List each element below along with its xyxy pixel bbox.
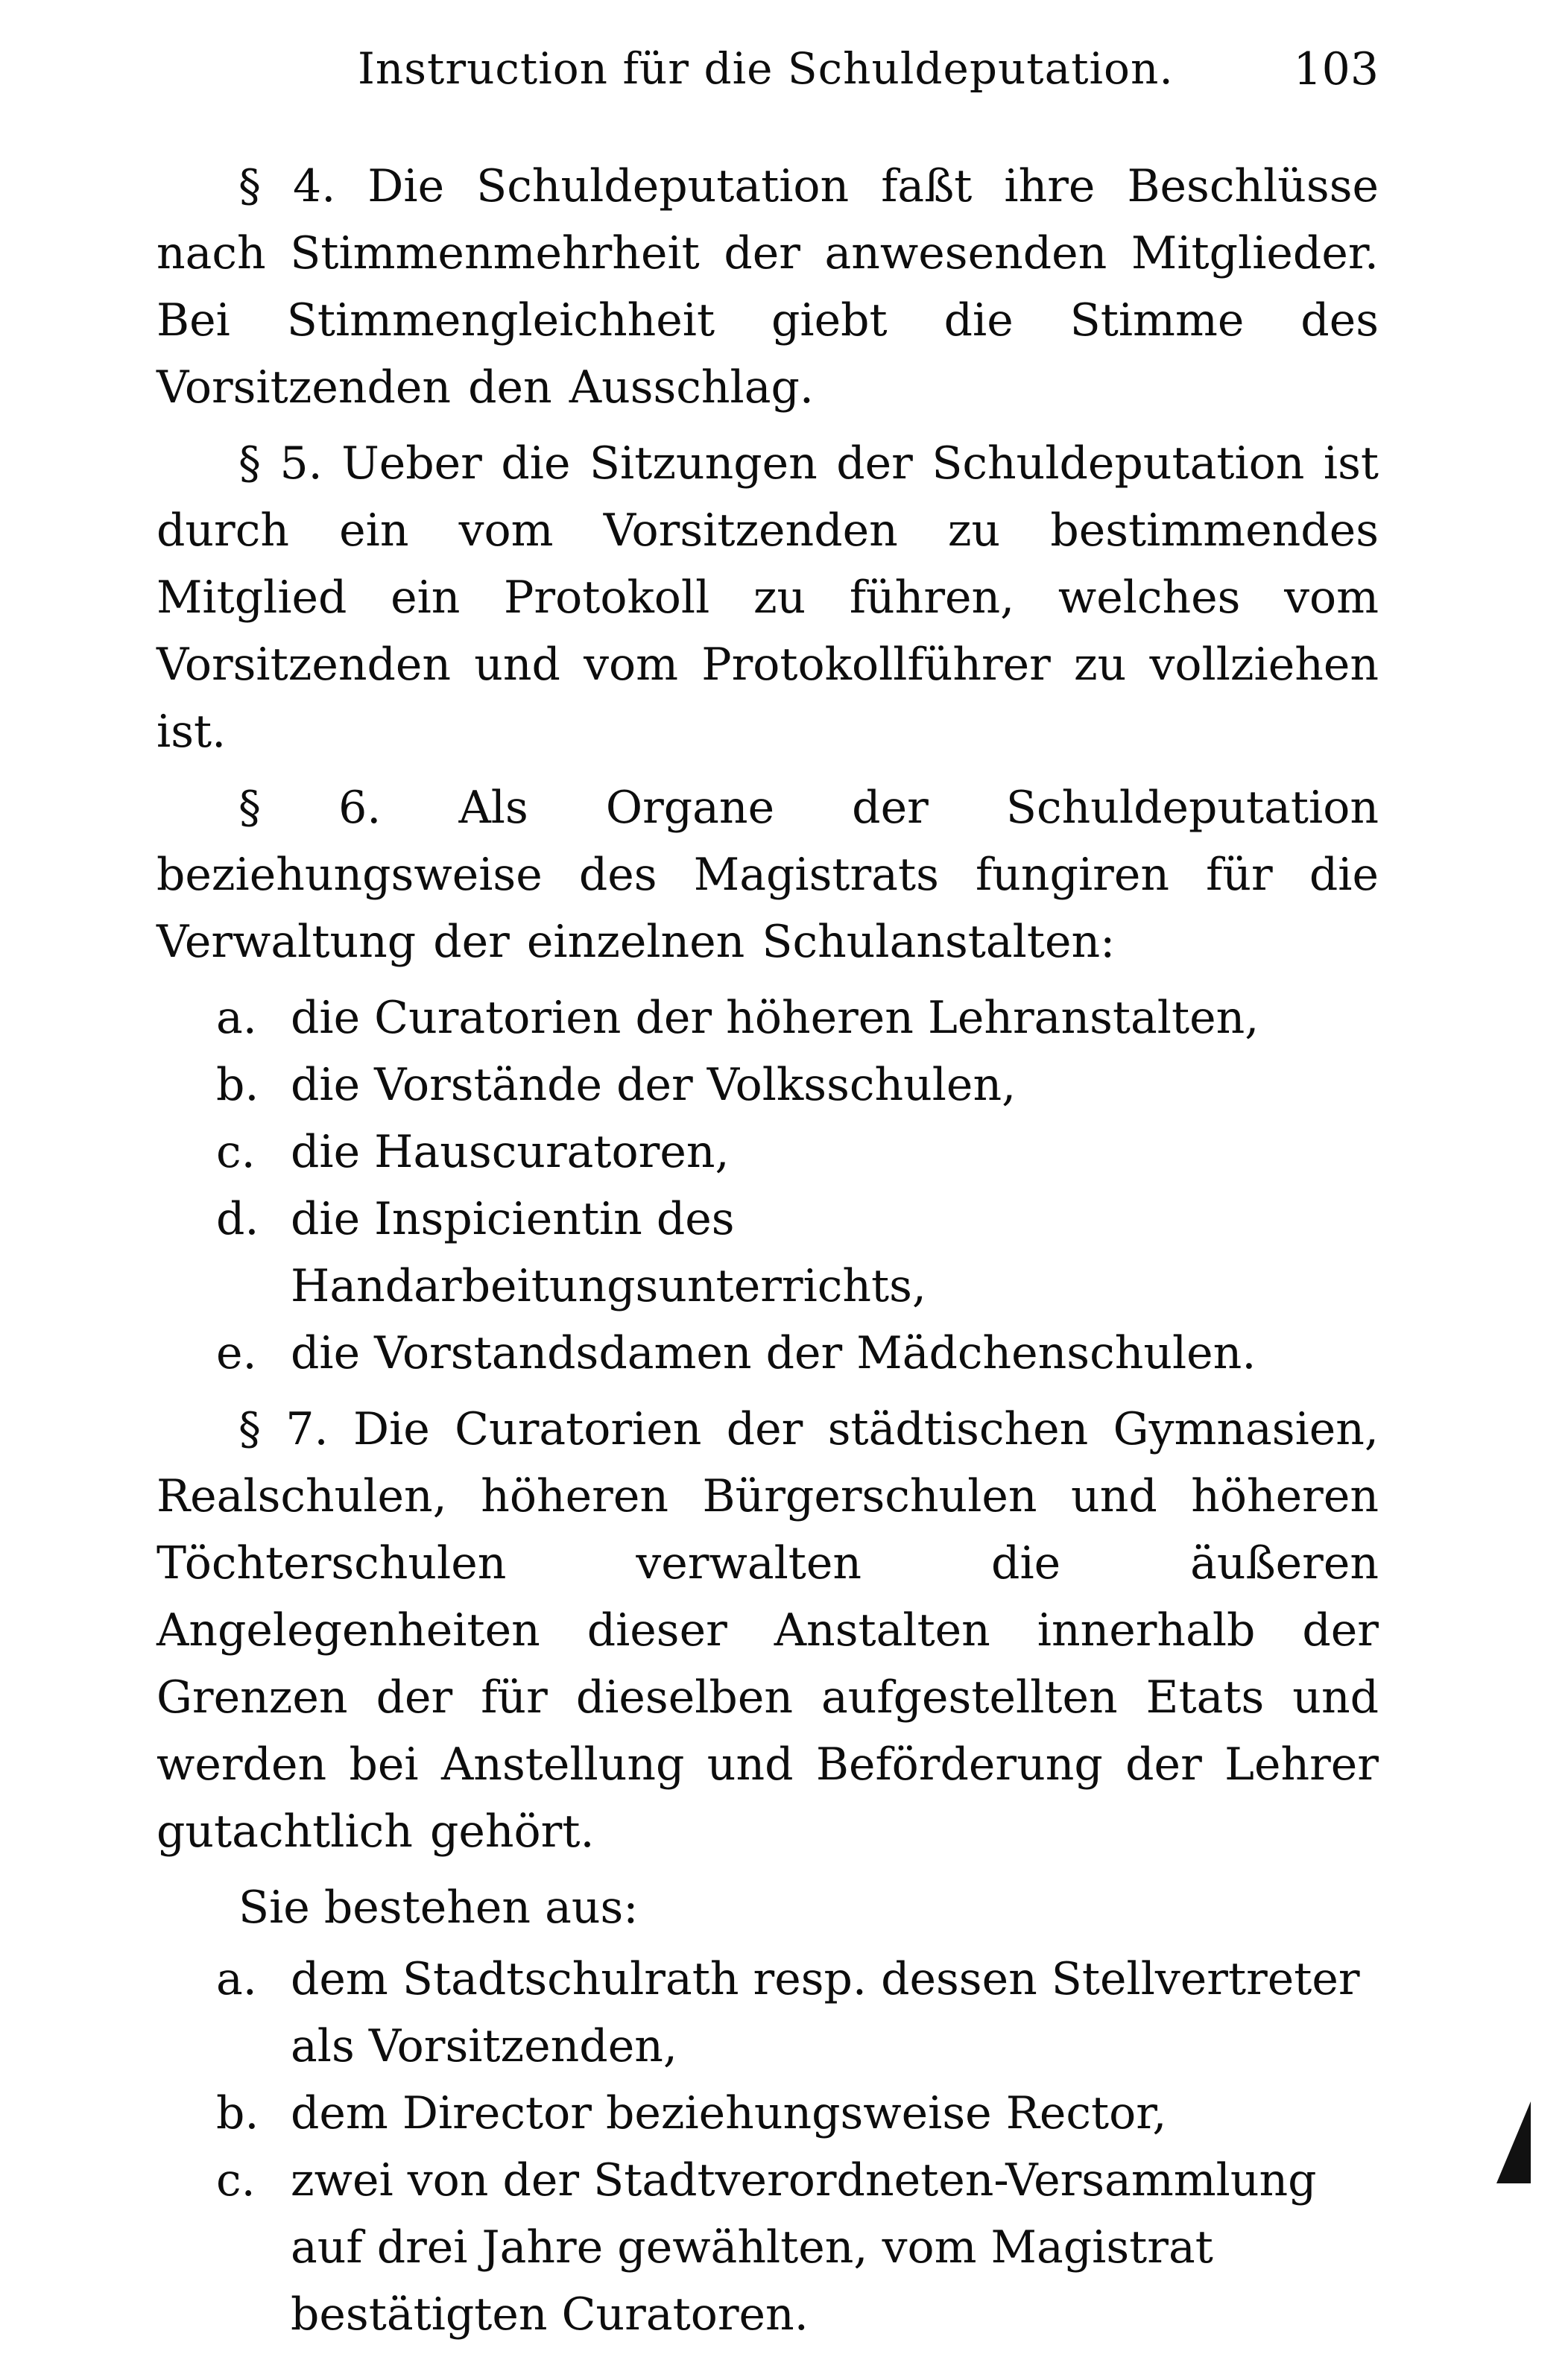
running-head bbox=[157, 43, 1379, 110]
paragraph-section-4: § 4. Die Schuldeputation faßt ihre Beschlüsse nach Stimmenmehrheit der anwesenden Mitglieder. Bei Stimmengleichheit giebt die Stimme des Vorsitzenden den Ausschlag. bbox=[157, 160, 1379, 414]
list-item bbox=[157, 2080, 1379, 2147]
list-item-text: dem Stadtschulrath resp. dessen Stellvertreter als Vorsitzenden, bbox=[291, 1953, 1360, 2072]
list-item-letter: a. bbox=[216, 992, 257, 1044]
running-title: Instruction für die Schuldeputation. bbox=[358, 43, 1174, 94]
page-corner-mark bbox=[1496, 2101, 1531, 2183]
list-item-letter: e. bbox=[216, 1327, 257, 1379]
list-item bbox=[157, 1320, 1379, 1387]
paragraph-section-5: § 5. Ueber die Sitzungen der Schuldeputation ist durch ein vom Vorsitzenden zu bestimmendes Mitglied ein Protokoll zu führen, welches vom Vorsitzenden und vom Protokollführer zu vollziehen ist. bbox=[157, 437, 1379, 758]
paragraph-section-6: § 6. Als Organe der Schuldeputation beziehungsweise des Magistrats fungiren für die Verwaltung der einzelnen Schulanstalten: bbox=[157, 782, 1379, 968]
list-item-text: die Vorstände der Volksschulen, bbox=[291, 1059, 1017, 1111]
list-item bbox=[157, 984, 1379, 1051]
list-item-text: zwei von der Stadtverordneten-Versammlung auf drei Jahre gewählten, vom Magistrat bestätigten Curatoren. bbox=[291, 2154, 1317, 2341]
list-item bbox=[157, 1946, 1379, 2080]
list-item-letter: a. bbox=[216, 1953, 257, 2005]
body-text bbox=[157, 153, 1379, 2357]
list-item-letter: b. bbox=[216, 1059, 259, 1111]
list-item-text: die Vorstandsdamen der Mädchenschulen. bbox=[291, 1327, 1256, 1379]
list-item-text: dem Director beziehungsweise Rector, bbox=[291, 2087, 1167, 2139]
list-item-text: die Hauscuratoren, bbox=[291, 1126, 730, 1178]
list-item-text: die Curatorien der höheren Lehranstalten, bbox=[291, 992, 1259, 1044]
list-item bbox=[157, 2147, 1379, 2348]
list-item-letter: b. bbox=[216, 2087, 259, 2139]
list-item bbox=[157, 1186, 1379, 1320]
list-item-letter: d. bbox=[216, 1193, 259, 1245]
list-item bbox=[157, 1119, 1379, 1186]
paragraph-section-7: § 7. Die Curatorien der städtischen Gymnasien, Realschulen, höheren Bürgerschulen und höheren Töchterschulen verwalten die äußeren Angelegenheiten dieser Anstalten innerhalb der Grenzen der für dieselben aufgestellten Etats und werden bei Anstellung und Beförderung der Lehrer gutachtlich gehört. bbox=[157, 1403, 1379, 1858]
section-6-list bbox=[157, 984, 1379, 1387]
list-item bbox=[157, 1051, 1379, 1119]
list-item-letter: c. bbox=[216, 1126, 256, 1178]
page-number: 103 bbox=[1293, 43, 1379, 95]
list-item-letter: c. bbox=[216, 2154, 256, 2206]
section-7-list bbox=[157, 1946, 1379, 2348]
list-item-text: die Inspicientin des Handarbeitungsunterrichts, bbox=[291, 1193, 926, 1312]
section-7-lead-in: Sie bestehen aus: bbox=[238, 1882, 639, 1934]
